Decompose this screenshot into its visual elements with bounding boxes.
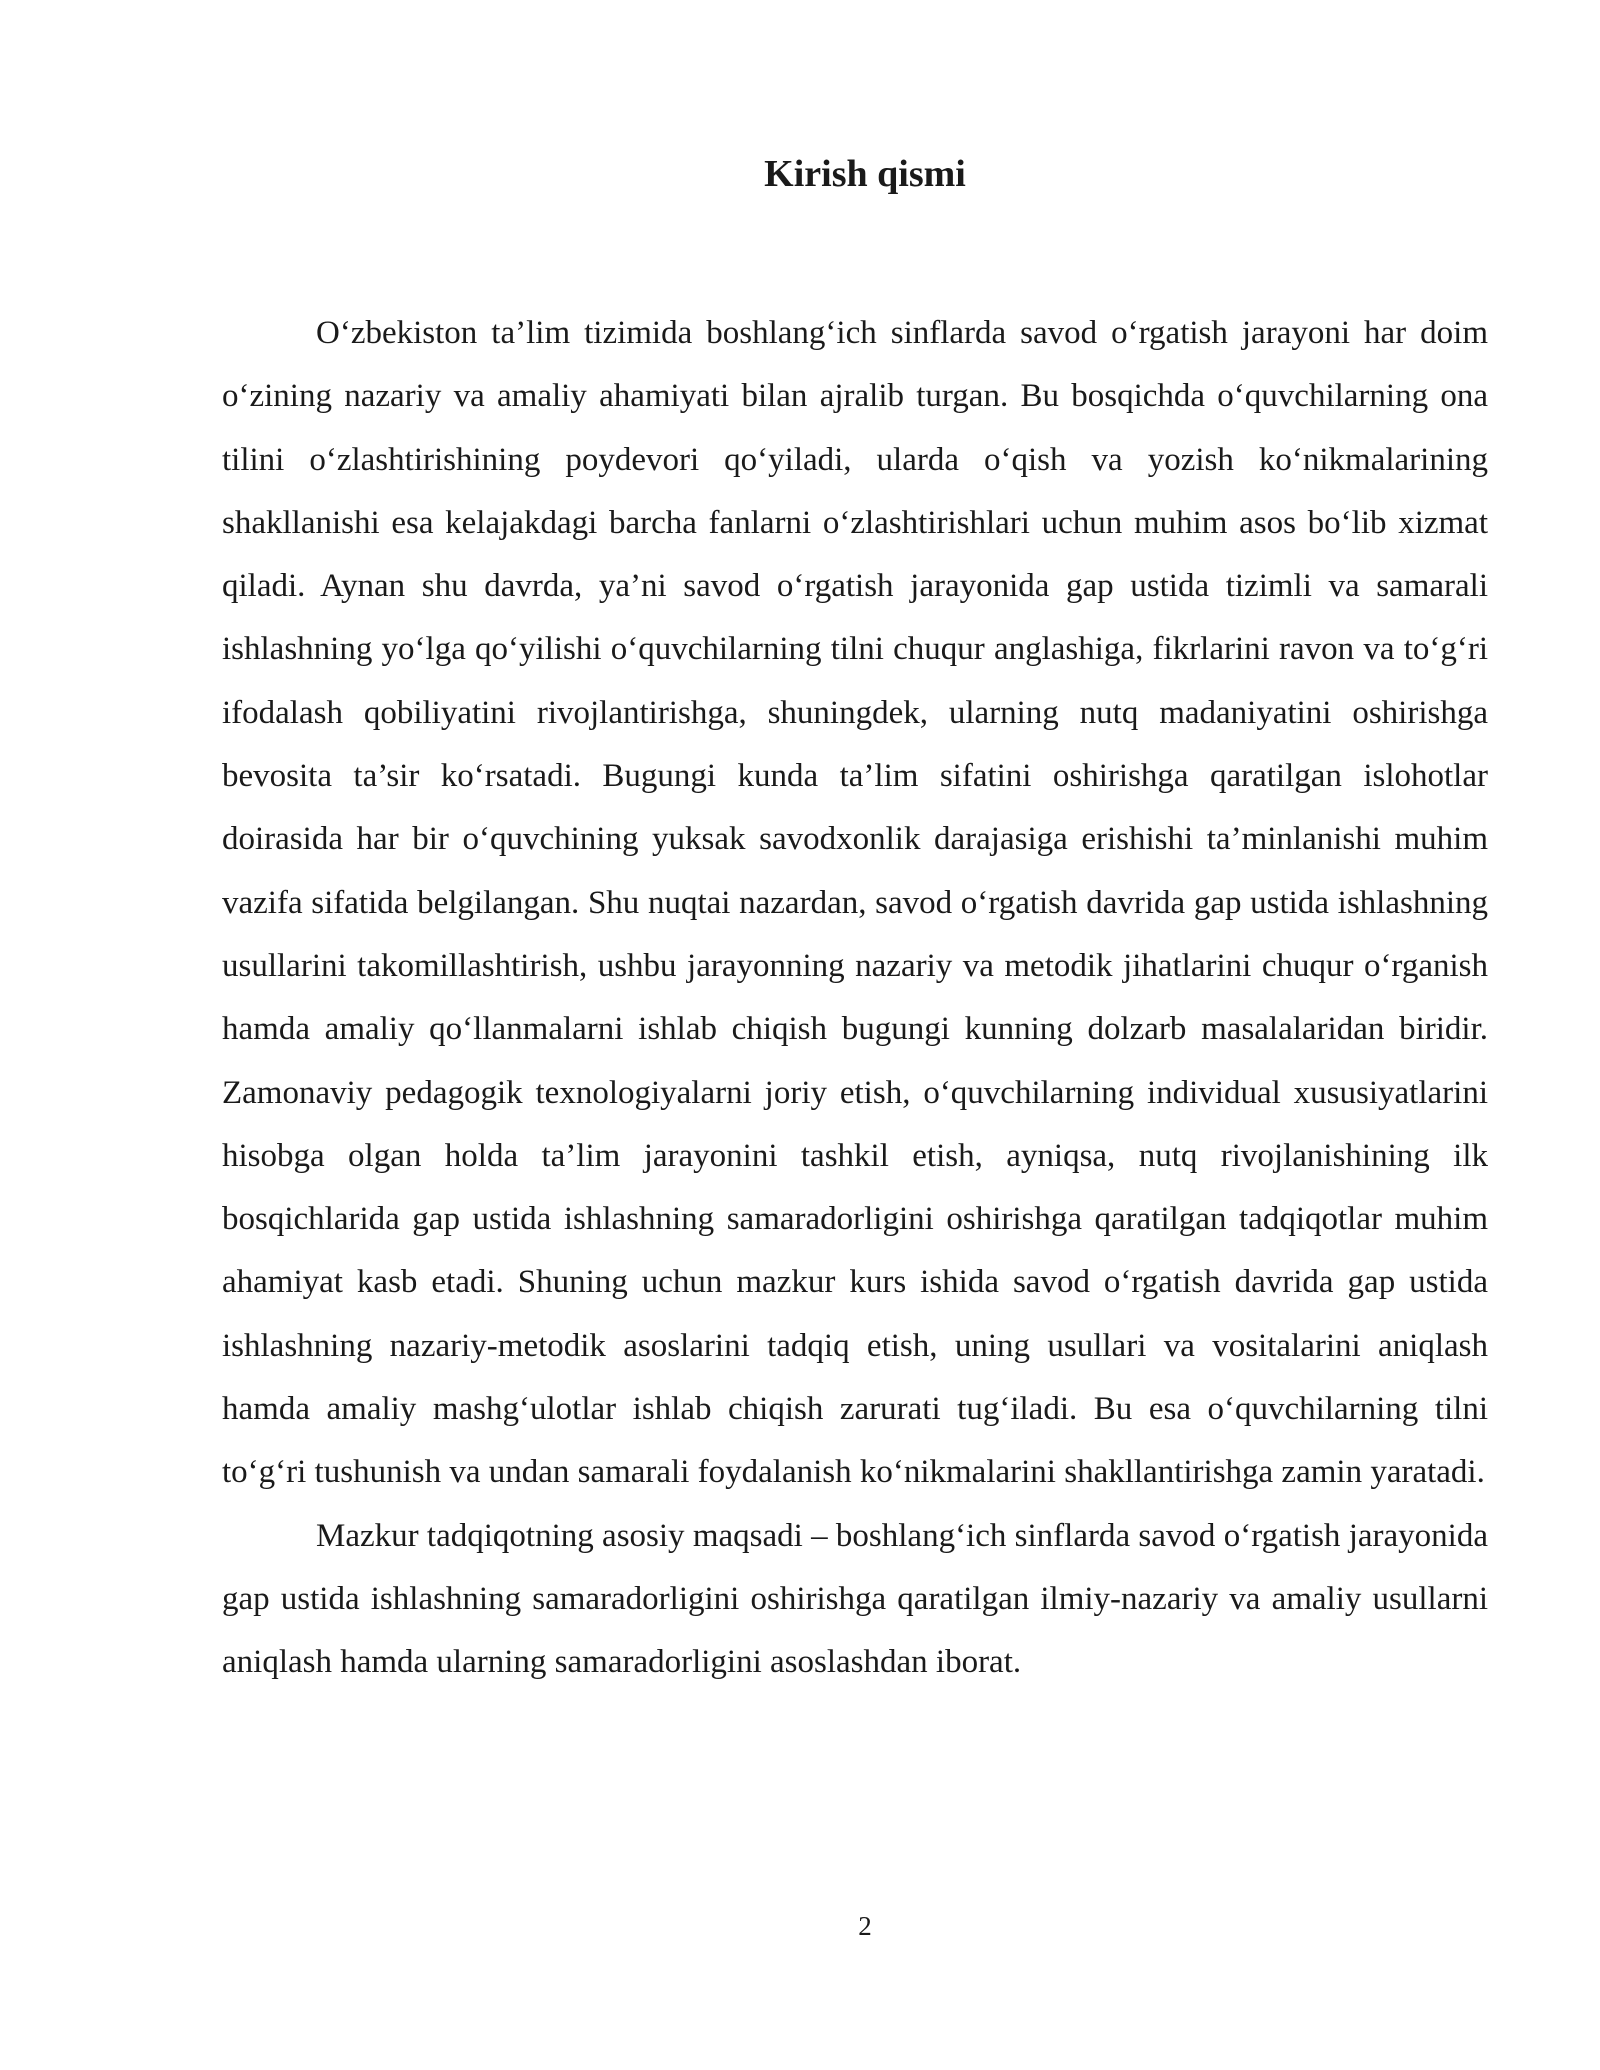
page-title: Kirish qismi (764, 153, 966, 195)
page-number: 2 (858, 1911, 872, 1941)
body-text (222, 302, 1488, 1695)
paragraph-introduction: O‘zbekiston ta’lim tizimida boshlang‘ich sinflarda savod o‘rgatish jarayoni har doim o‘zining nazariy va amaliy ahamiyati bilan ajralib turgan. Bu bosqichda o‘quvchilarning ona tilini o‘zlashtirishining poydevori qo‘yiladi, ularda o‘qish va yozish ko‘nikmalarining shakllanishi esa kelajakdagi barcha fanlarni o‘zlashtirishlari uchun muhim asos bo‘lib xizmat qiladi. Aynan shu davrda, ya’ni savod o‘rgatish jarayonida gap ustida tizimli va samarali ishlashning yo‘lga qo‘yilishi o‘quvchilarning tilni chuqur anglashiga, fikrlarini ravon va to‘g‘ri ifodalash qobiliyatini rivojlantirishga, shuningdek, ularning nutq madaniyatini oshirishga bevosita ta’sir ko‘rsatadi. Bugungi kunda ta’lim sifatini oshirishga qaratilgan islohotlar doirasida har bir o‘quvchining yuksak savodxonlik darajasiga erishishi ta’minlanishi muhim vazifa sifatida belgilangan. Shu nuqtai nazardan, savod o‘rgatish davrida gap ustida ishlashning usullarini takomillashtirish, ushbu jarayonning nazariy va metodik jihatlarini chuqur o‘rganish hamda amaliy qo‘llanmalarni ishlab chiqish bugungi kunning dolzarb masalalaridan biridir. Zamonaviy pedagogik texnologiyalarni joriy etish, o‘quvchilarning individual xususiyatlarini hisobga olgan holda ta’lim jarayonini tashkil etish, ayniqsa, nutq rivojlanishining ilk bosqichlarida gap ustida ishlashning samaradorligini oshirishga qaratilgan tadqiqotlar muhim ahamiyat kasb etadi. Shuning uchun mazkur kurs ishida savod o‘rgatish davrida gap ustida ishlashning nazariy-metodik asoslarini tadqiq etish, uning usullari va vositalarini aniqlash hamda amaliy mashg‘ulotlar ishlab chiqish zarurati tug‘iladi. Bu esa o‘quvchilarning tilni to‘g‘ri tushunish va undan samarali foydalanish ko‘nikmalarini shakllantirishga zamin yaratadi. (222, 315, 1488, 1491)
paragraph-research-aim: Mazkur tadqiqotning asosiy maqsadi – boshlang‘ich sinflarda savod o‘rgatish jarayonida gap ustida ishlashning samaradorligini oshirishga qaratilgan ilmiy-nazariy va amaliy usullarni aniqlash hamda ularning samaradorligini asoslashdan iborat. (222, 1517, 1488, 1681)
